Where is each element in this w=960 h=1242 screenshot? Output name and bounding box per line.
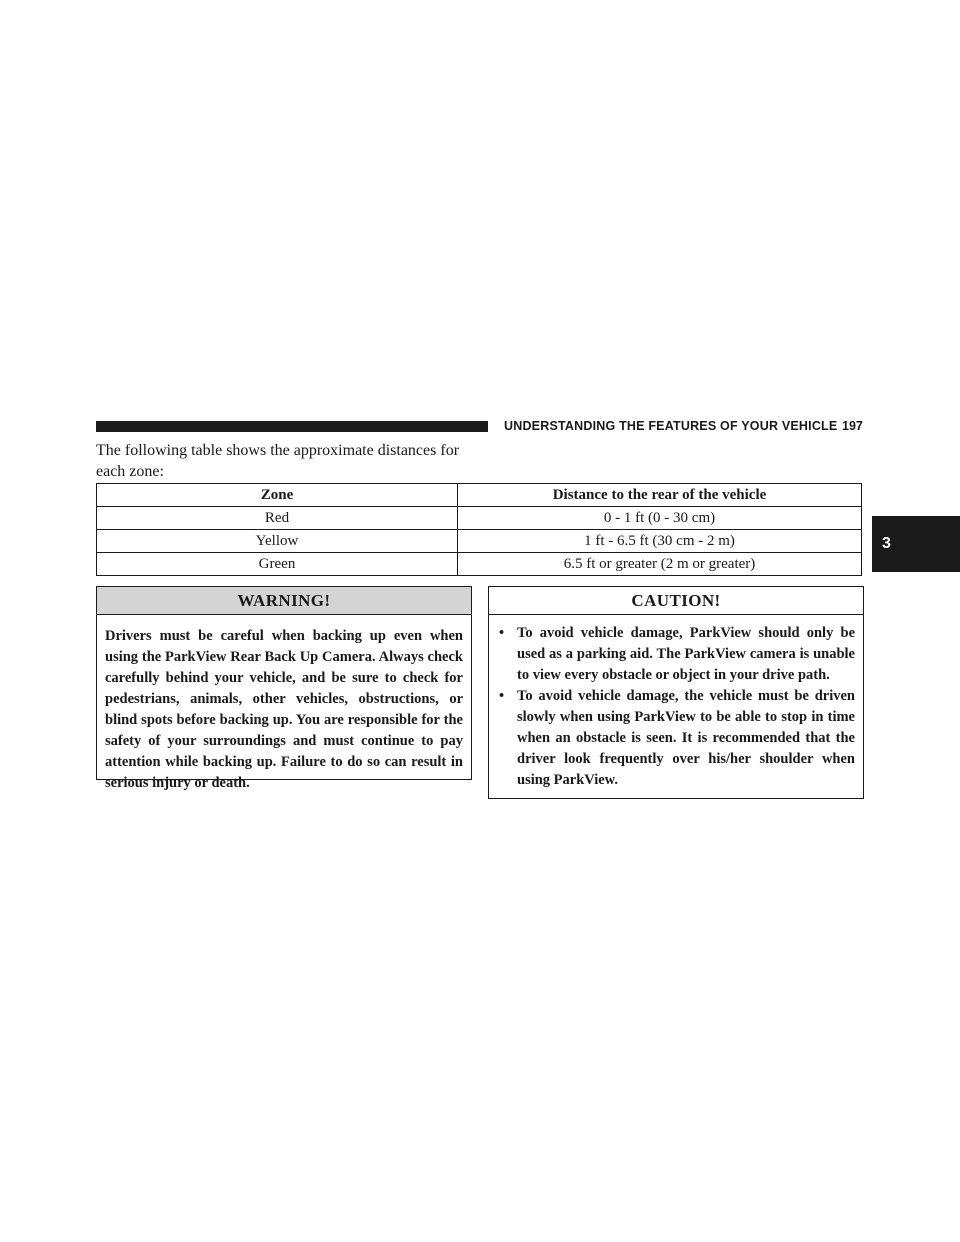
table-row	[97, 507, 862, 530]
section-title: UNDERSTANDING THE FEATURES OF YOUR VEHICLE	[504, 419, 838, 433]
zone-cell: Green	[97, 553, 458, 576]
caution-body	[489, 615, 863, 791]
warning-title: WARNING!	[97, 587, 471, 615]
bullet-icon: •	[499, 688, 505, 704]
page-number: 197	[842, 419, 863, 433]
list-item	[497, 686, 855, 791]
caution-list	[497, 623, 855, 791]
caution-title: CAUTION!	[489, 587, 863, 615]
zone-cell: Red	[97, 507, 458, 530]
column-header-zone: Zone	[97, 484, 458, 507]
distance-cell: 0 - 1 ft (0 - 30 cm)	[458, 507, 862, 530]
header-rule	[96, 421, 488, 432]
intro-paragraph: The following table shows the approximate distances for each zone:	[96, 442, 460, 480]
zone-distance-table	[96, 483, 862, 576]
table-header-row	[97, 484, 862, 507]
chapter-number: 3	[882, 535, 891, 552]
list-item	[497, 623, 855, 686]
caution-box	[488, 586, 864, 799]
chapter-tab[interactable]	[872, 516, 960, 572]
bullet-icon: •	[499, 625, 505, 641]
zone-cell: Yellow	[97, 530, 458, 553]
caution-item-text: To avoid vehicle damage, the vehicle must be driven slowly when using ParkView to be able to stop in time when an obstacle is seen. It is recommended that the driver look frequently over his/her shoulder when using ParkView.	[517, 688, 855, 788]
distance-cell: 1 ft - 6.5 ft (30 cm - 2 m)	[458, 530, 862, 553]
table-row	[97, 553, 862, 576]
column-header-distance: Distance to the rear of the vehicle	[458, 484, 862, 507]
distance-cell: 6.5 ft or greater (2 m or greater)	[458, 553, 862, 576]
warning-box	[96, 586, 472, 791]
table-row	[97, 530, 862, 553]
warning-text: Drivers must be careful when backing up even when using the ParkView Rear Back Up Camera. Always check carefully behind your vehicle, and be sure to check for pedestrians, animals, other vehicles, obstructions, or blind spots before backing up. You are responsible for the safety of your surroundings and must continue to pay attention while backing up. Failure to do so can result in serious injury or death.	[105, 628, 463, 791]
caution-item-text: To avoid vehicle damage, ParkView should only be used as a parking aid. The ParkView camera is unable to view every obstacle or object in your drive path.	[517, 625, 855, 683]
